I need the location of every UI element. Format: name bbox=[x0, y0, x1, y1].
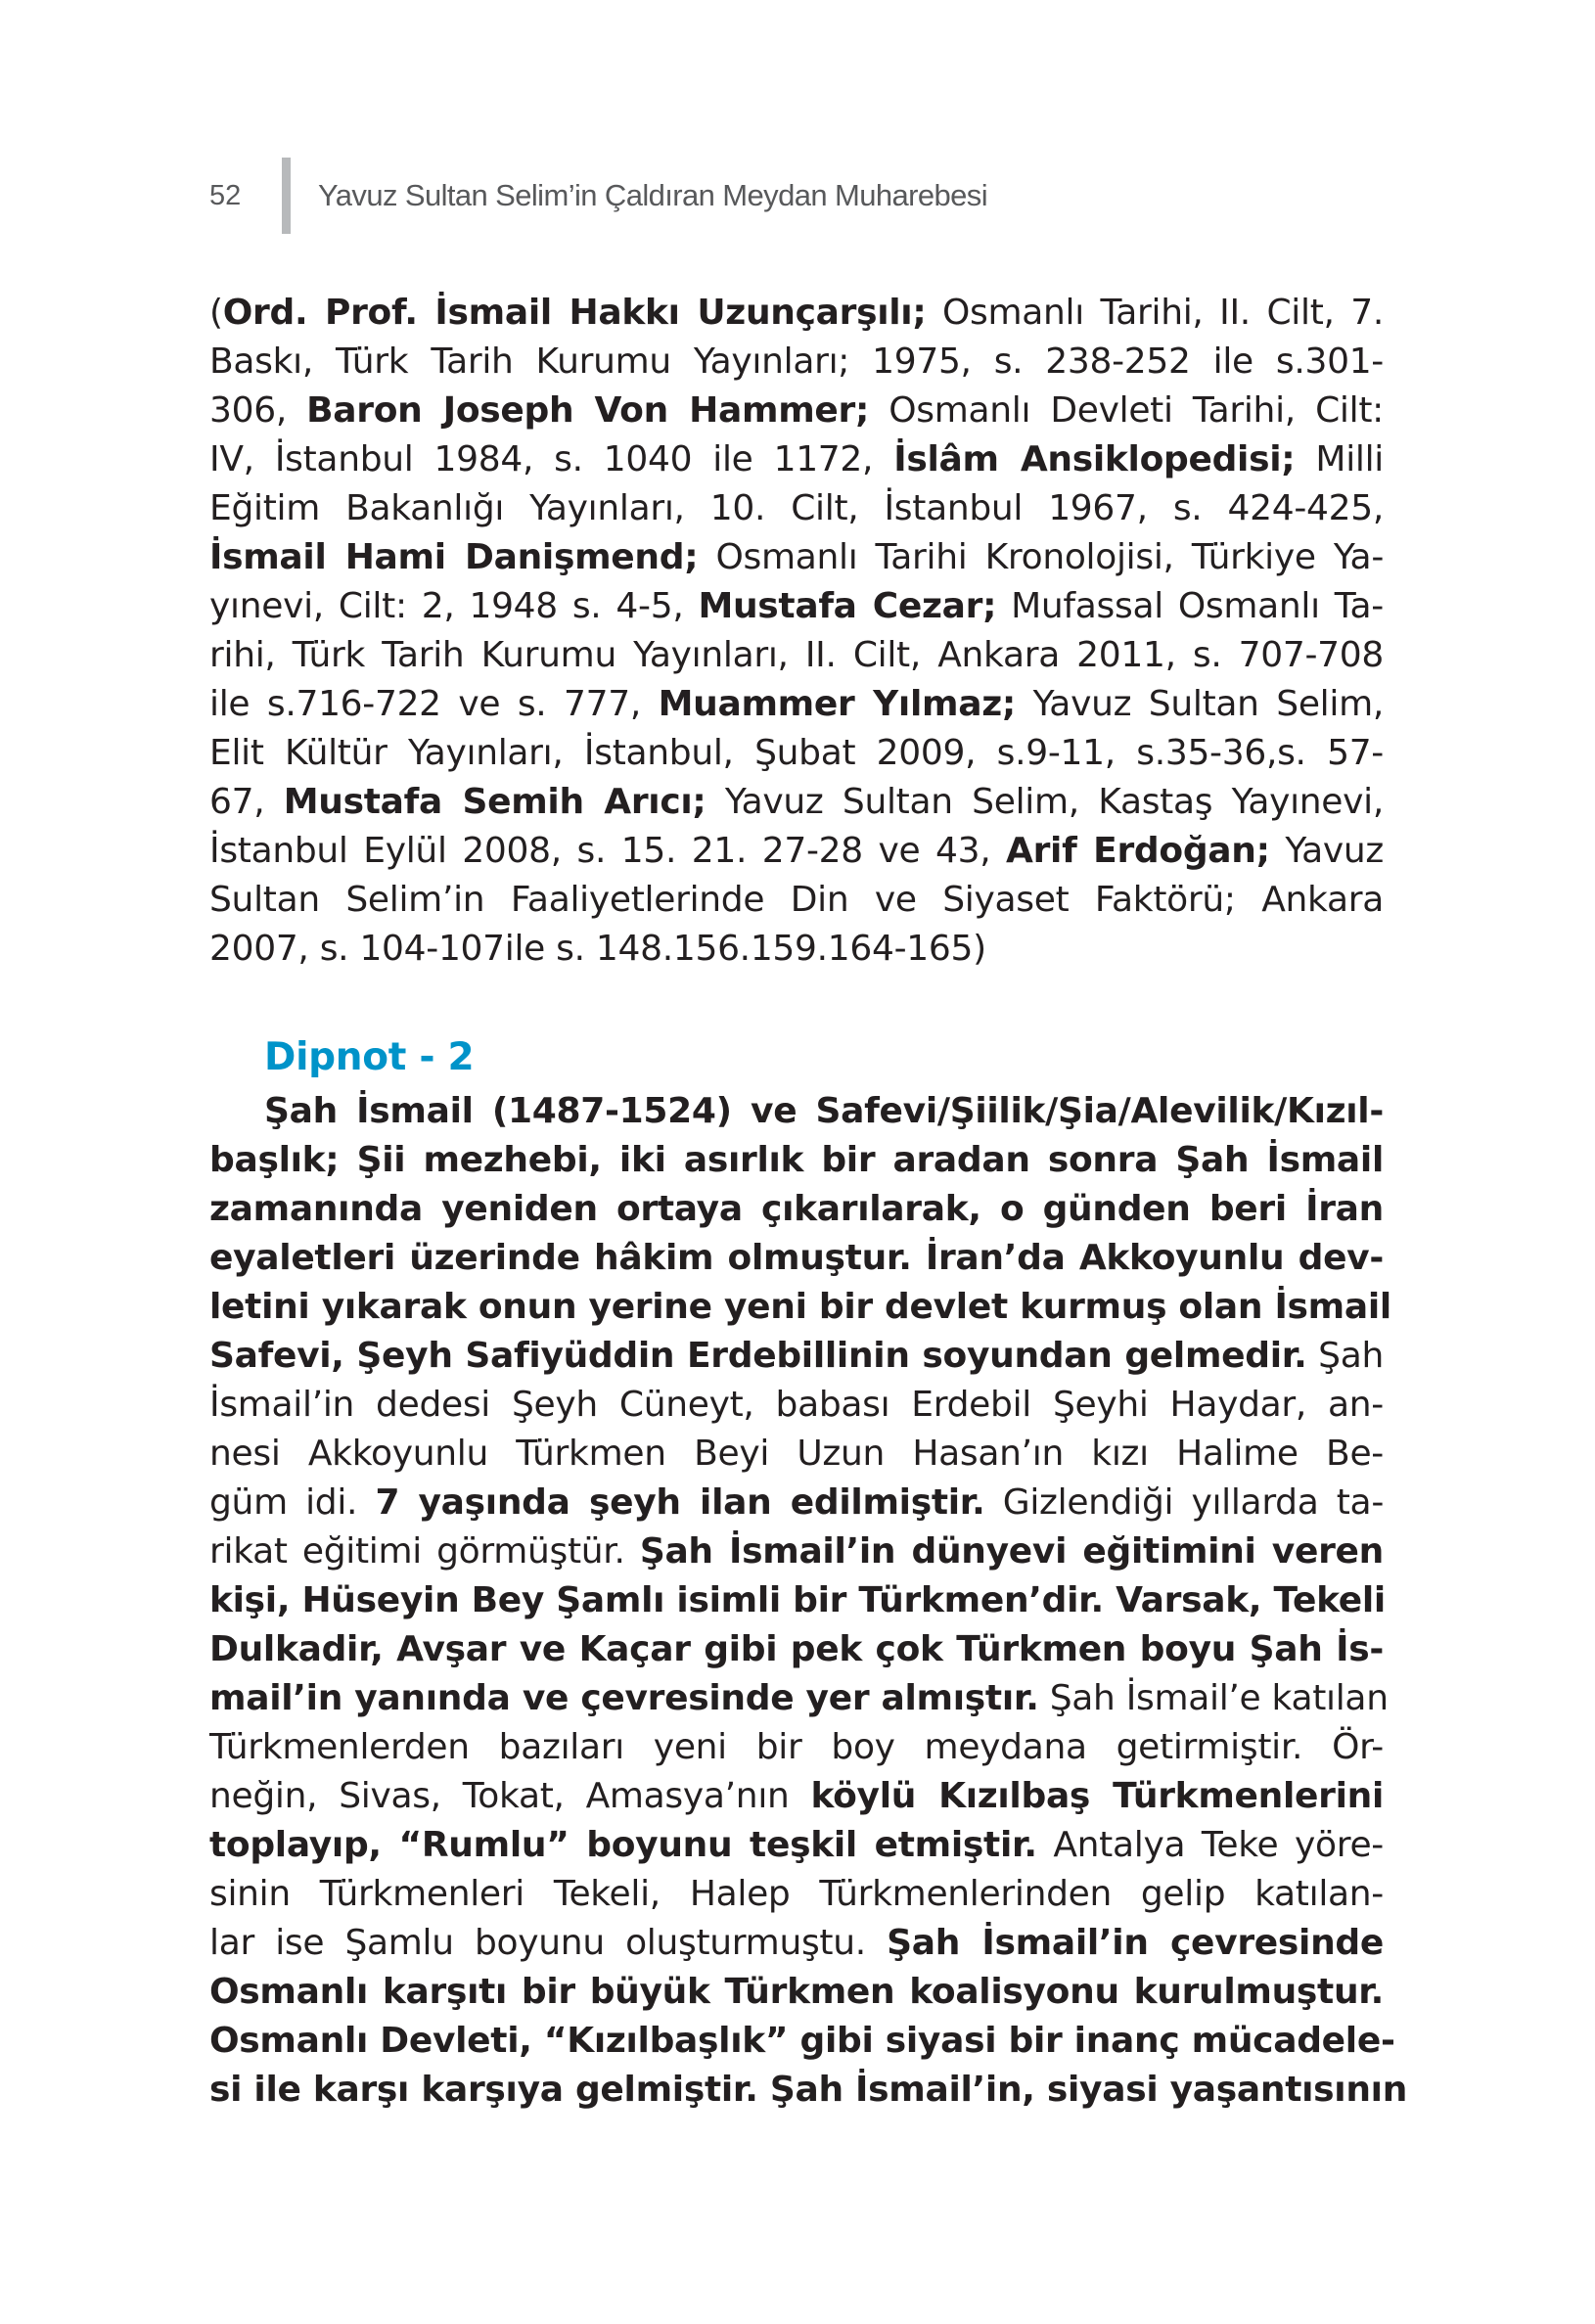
text-line: zamanında yeniden ortaya çıkarılarak, o günden beri İran bbox=[209, 1189, 1384, 1229]
text-line: İsmail’in dedesi Şeyh Cüneyt, babası Erdebil Şeyhi Haydar, an- bbox=[209, 1385, 1384, 1425]
text-run: Safevi, Şeyh Safiyüddin Erdebillinin soyundan gelmedir. bbox=[209, 1336, 1307, 1376]
footnote-paragraph bbox=[209, 1087, 1408, 2115]
text-run: Antalya Teke yöre- bbox=[1036, 1825, 1384, 1865]
page-header bbox=[209, 157, 987, 235]
text-line: Dulkadir, Avşar ve Kaçar gibi pek çok Türkmen boyu Şah İs- bbox=[209, 1629, 1384, 1669]
text-line: Osmanlı karşıtı bir büyük Türkmen koalisyonu kurulmuştur. bbox=[209, 1972, 1384, 2012]
text-run: 306, bbox=[209, 390, 307, 431]
text-line bbox=[209, 1479, 1384, 1527]
author-name: Muammer Yılmaz; bbox=[658, 684, 1016, 724]
text-line bbox=[209, 1821, 1384, 1870]
text-line bbox=[209, 1527, 1384, 1576]
text-line: Eğitim Bakanlığı Yayınları, 10. Cilt, İstanbul 1967, s. 424-425, bbox=[209, 488, 1384, 528]
text-run: ile s.716-722 ve s. 777, bbox=[209, 684, 659, 724]
text-line: Sultan Selim’in Faaliyetlerinde Din ve Siyaset Faktörü; Ankara bbox=[209, 880, 1384, 920]
text-line: letini yıkarak onun yerine yeni bir devlet kurmuş olan İsmail bbox=[209, 1287, 1391, 1327]
text-run: Şah İsmail’in çevresinde bbox=[887, 1923, 1384, 1963]
text-run: Şah İsmail’in dünyevi eğitimini veren bbox=[639, 1531, 1384, 1572]
text-run: 67, bbox=[209, 782, 284, 822]
text-line bbox=[209, 387, 1384, 435]
text-run: köylü Kızılbaş Türkmenlerini bbox=[810, 1776, 1384, 1816]
text-line bbox=[209, 1674, 1389, 1723]
text-line bbox=[209, 533, 1384, 582]
text-run: neğin, Sivas, Tokat, Amasya’nın bbox=[209, 1776, 811, 1816]
author-name: Mustafa Semih Arıcı; bbox=[283, 782, 706, 822]
text-line bbox=[209, 1919, 1384, 1968]
text-line: rihi, Türk Tarih Kurumu Yayınları, II. Cilt, Ankara 2011, s. 707-708 bbox=[209, 635, 1384, 675]
section-heading: Dipnot - 2 bbox=[264, 1035, 475, 1079]
text-line: si ile karşı karşıya gelmiştir. Şah İsmail’in, siyasi yaşantısının bbox=[209, 2070, 1408, 2110]
text-run: 7 yaşında şeyh ilan edilmiştir. bbox=[375, 1482, 985, 1523]
text-run: Osmanlı Tarihi, II. Cilt, 7. bbox=[926, 293, 1384, 333]
text-line bbox=[209, 827, 1384, 876]
running-title: Yavuz Sultan Selim’in Çaldıran Meydan Muharebesi bbox=[318, 178, 987, 212]
text-run: mail’in yanında ve çevresinde yer almıştır. bbox=[209, 1678, 1039, 1718]
text-run: Yavuz Sultan Selim, Kastaş Yayınevi, bbox=[706, 782, 1385, 822]
text-run: IV, İstanbul 1984, s. 1040 ile 1172, bbox=[209, 439, 894, 479]
text-line bbox=[209, 582, 1384, 631]
text-run: rikat eğitimi görmüştür. bbox=[209, 1531, 640, 1572]
author-name: Ord. Prof. İsmail Hakkı Uzunçarşılı; bbox=[222, 293, 927, 333]
text-line bbox=[209, 778, 1384, 827]
text-line bbox=[209, 1332, 1384, 1381]
text-line: 2007, s. 104-107ile s. 148.156.159.164-165) bbox=[209, 929, 986, 969]
text-line: sinin Türkmenleri Tekeli, Halep Türkmenlerinden gelip katılan- bbox=[209, 1874, 1384, 1914]
text-line: Baskı, Türk Tarih Kurumu Yayınları; 1975, s. 238-252 ile s.301- bbox=[209, 342, 1384, 382]
text-run: ( bbox=[209, 293, 223, 333]
text-line: eyaletleri üzerinde hâkim olmuştur. İran’da Akkoyunlu dev- bbox=[209, 1238, 1384, 1278]
text-run: Osmanlı Tarihi Kronolojisi, Türkiye Ya- bbox=[698, 537, 1385, 577]
text-line: Türkmenlerden bazıları yeni bir boy meydana getirmiştir. Ör- bbox=[209, 1727, 1384, 1767]
author-name: Arif Erdoğan; bbox=[1006, 831, 1270, 871]
author-name: Baron Joseph Von Hammer; bbox=[306, 390, 870, 431]
text-run: Şah İsmail’e katılan bbox=[1038, 1678, 1389, 1718]
text-run: Mufassal Osmanlı Ta- bbox=[996, 586, 1384, 626]
text-line bbox=[209, 435, 1384, 484]
text-line: Elit Kültür Yayınları, İstanbul, Şubat 2009, s.9-11, s.35-36,s. 57- bbox=[209, 733, 1384, 773]
text-run: güm idi. bbox=[209, 1482, 376, 1523]
text-run: lar ise Şamlu boyunu oluşturmuştu. bbox=[209, 1923, 888, 1963]
text-run: Şah bbox=[1306, 1336, 1384, 1376]
author-name: İsmail Hami Danişmend; bbox=[209, 537, 699, 577]
text-run: Yavuz bbox=[1269, 831, 1384, 871]
text-line bbox=[209, 1772, 1384, 1821]
section-spacer bbox=[209, 974, 1384, 1028]
text-line: Şah İsmail (1487-1524) ve Safevi/Şiilik/Şia/Alevilik/Kızıl- bbox=[264, 1091, 1384, 1131]
page-body bbox=[209, 289, 1408, 2115]
page-number: 52 bbox=[209, 179, 242, 211]
header-divider bbox=[282, 158, 291, 234]
author-name: Mustafa Cezar; bbox=[698, 586, 997, 626]
text-run: yınevi, Cilt: 2, 1948 s. 4-5, bbox=[209, 586, 699, 626]
author-name: İslâm Ansiklopedisi; bbox=[893, 439, 1296, 479]
text-run: İstanbul Eylül 2008, s. 15. 21. 27-28 ve 43, bbox=[209, 831, 1007, 871]
text-line: Osmanlı Devleti, “Kızılbaşlık” gibi siyasi bir inanç mücadele- bbox=[209, 2021, 1395, 2061]
text-run: Milli bbox=[1295, 439, 1384, 479]
text-line bbox=[209, 289, 1384, 338]
text-line: başlık; Şii mezhebi, iki asırlık bir aradan sonra Şah İsmail bbox=[209, 1140, 1384, 1180]
text-run: Osmanlı Devleti Tarihi, Cilt: bbox=[869, 390, 1384, 431]
text-run: toplayıp, “Rumlu” boyunu teşkil etmiştir. bbox=[209, 1825, 1037, 1865]
text-line: kişi, Hüseyin Bey Şamlı isimli bir Türkmen’dir. Varsak, Tekeli bbox=[209, 1580, 1386, 1620]
citation-paragraph bbox=[209, 289, 1384, 974]
text-run: Gizlendiği yıllarda ta- bbox=[984, 1482, 1385, 1523]
text-line: nesi Akkoyunlu Türkmen Beyi Uzun Hasan’ın kızı Halime Be- bbox=[209, 1434, 1384, 1474]
text-line bbox=[209, 680, 1384, 729]
text-run: Yavuz Sultan Selim, bbox=[1015, 684, 1384, 724]
